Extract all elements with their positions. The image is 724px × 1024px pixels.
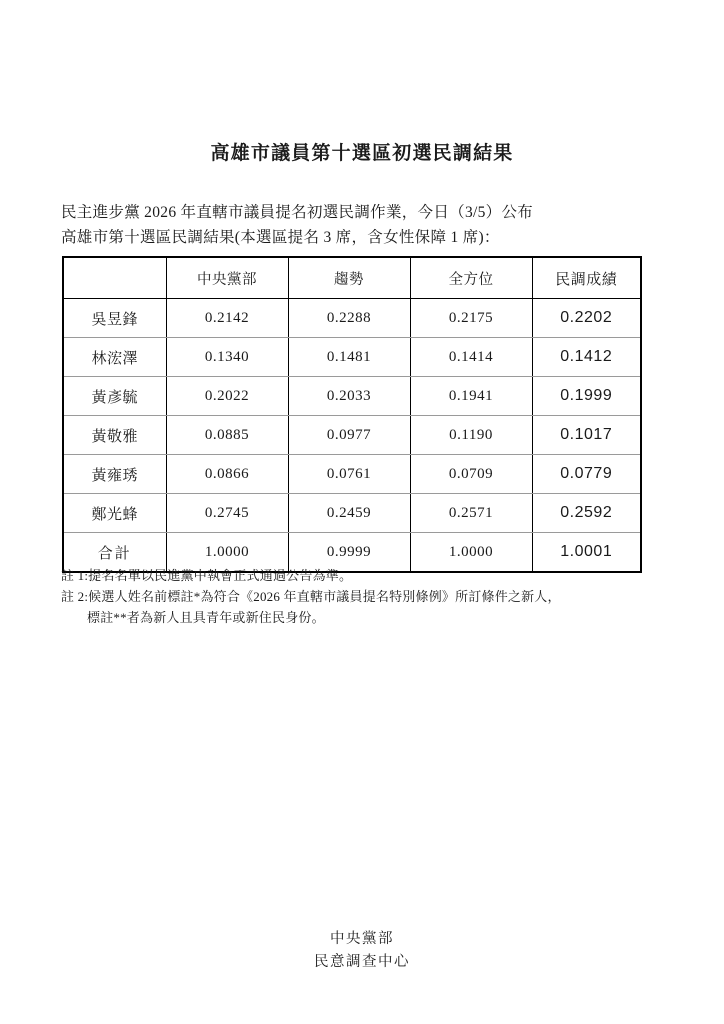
intro-paragraph [61, 200, 661, 250]
candidate-name: 黃彥毓 [63, 377, 166, 416]
value-allround: 0.1190 [410, 416, 532, 455]
candidate-name: 鄭光蜂 [63, 494, 166, 533]
value-central-party: 0.1340 [166, 338, 288, 377]
total-label: 合計 [63, 533, 166, 573]
value-trend: 0.1481 [288, 338, 410, 377]
value-allround: 0.1414 [410, 338, 532, 377]
intro-line-2: 高雄市第十選區民調結果(本選區提名 3 席，含女性保障 1 席)： [61, 229, 500, 246]
intro-line-1: 民主進步黨 2026 年直轄市議員提名初選民調作業，今日（3/5）公布 [61, 204, 534, 221]
candidate-name: 林浤澤 [63, 338, 166, 377]
value-final-score: 0.2592 [532, 494, 641, 533]
document-footer [0, 928, 724, 974]
column-header-trend: 趨勢 [288, 257, 410, 299]
value-central-party: 0.2022 [166, 377, 288, 416]
value-final-score: 0.1412 [532, 338, 641, 377]
table-row [63, 338, 641, 377]
total-allround: 1.0000 [410, 533, 532, 573]
table-row [63, 416, 641, 455]
value-allround: 0.1941 [410, 377, 532, 416]
value-central-party: 0.0885 [166, 416, 288, 455]
footer-department: 民意調查中心 [314, 954, 410, 970]
footnote-2-line-2: 標註**者為新人且具青年或新住民身份。 [87, 610, 325, 625]
value-central-party: 0.2745 [166, 494, 288, 533]
footnote-1: 註 1:提名名單以民進黨中執會正式通過公告為準。 [61, 568, 353, 583]
page-title: 高雄市議員第十選區初選民調結果 [210, 143, 514, 164]
footnote-2-line-1: 註 2:候選人姓名前標註*為符合《2026 年直轄市議員提名特別條例》所訂條件之新人， [61, 589, 561, 604]
column-header-final-score: 民調成績 [532, 257, 641, 299]
value-final-score: 0.2202 [532, 299, 641, 338]
value-final-score: 0.1999 [532, 377, 641, 416]
value-trend: 0.2033 [288, 377, 410, 416]
column-header-candidate [63, 257, 166, 299]
value-final-score: 0.0779 [532, 455, 641, 494]
table-row [63, 455, 641, 494]
footer-organization: 中央黨部 [330, 931, 394, 947]
value-allround: 0.2571 [410, 494, 532, 533]
column-header-central-party: 中央黨部 [166, 257, 288, 299]
value-final-score: 0.1017 [532, 416, 641, 455]
value-trend: 0.2459 [288, 494, 410, 533]
total-trend: 0.9999 [288, 533, 410, 573]
candidate-name: 吳昱鋒 [63, 299, 166, 338]
value-allround: 0.2175 [410, 299, 532, 338]
candidate-name: 黃敬雅 [63, 416, 166, 455]
value-central-party: 0.0866 [166, 455, 288, 494]
table-row [63, 299, 641, 338]
total-central-party: 1.0000 [166, 533, 288, 573]
total-final-score: 1.0001 [532, 533, 641, 573]
value-trend: 0.0977 [288, 416, 410, 455]
table-header-row [63, 257, 641, 299]
candidate-name: 黃雍琇 [63, 455, 166, 494]
footnotes [61, 565, 671, 628]
value-allround: 0.0709 [410, 455, 532, 494]
column-header-allround: 全方位 [410, 257, 532, 299]
value-trend: 0.2288 [288, 299, 410, 338]
value-central-party: 0.2142 [166, 299, 288, 338]
table-row [63, 494, 641, 533]
poll-results-table [62, 256, 642, 573]
value-trend: 0.0761 [288, 455, 410, 494]
table-row [63, 377, 641, 416]
